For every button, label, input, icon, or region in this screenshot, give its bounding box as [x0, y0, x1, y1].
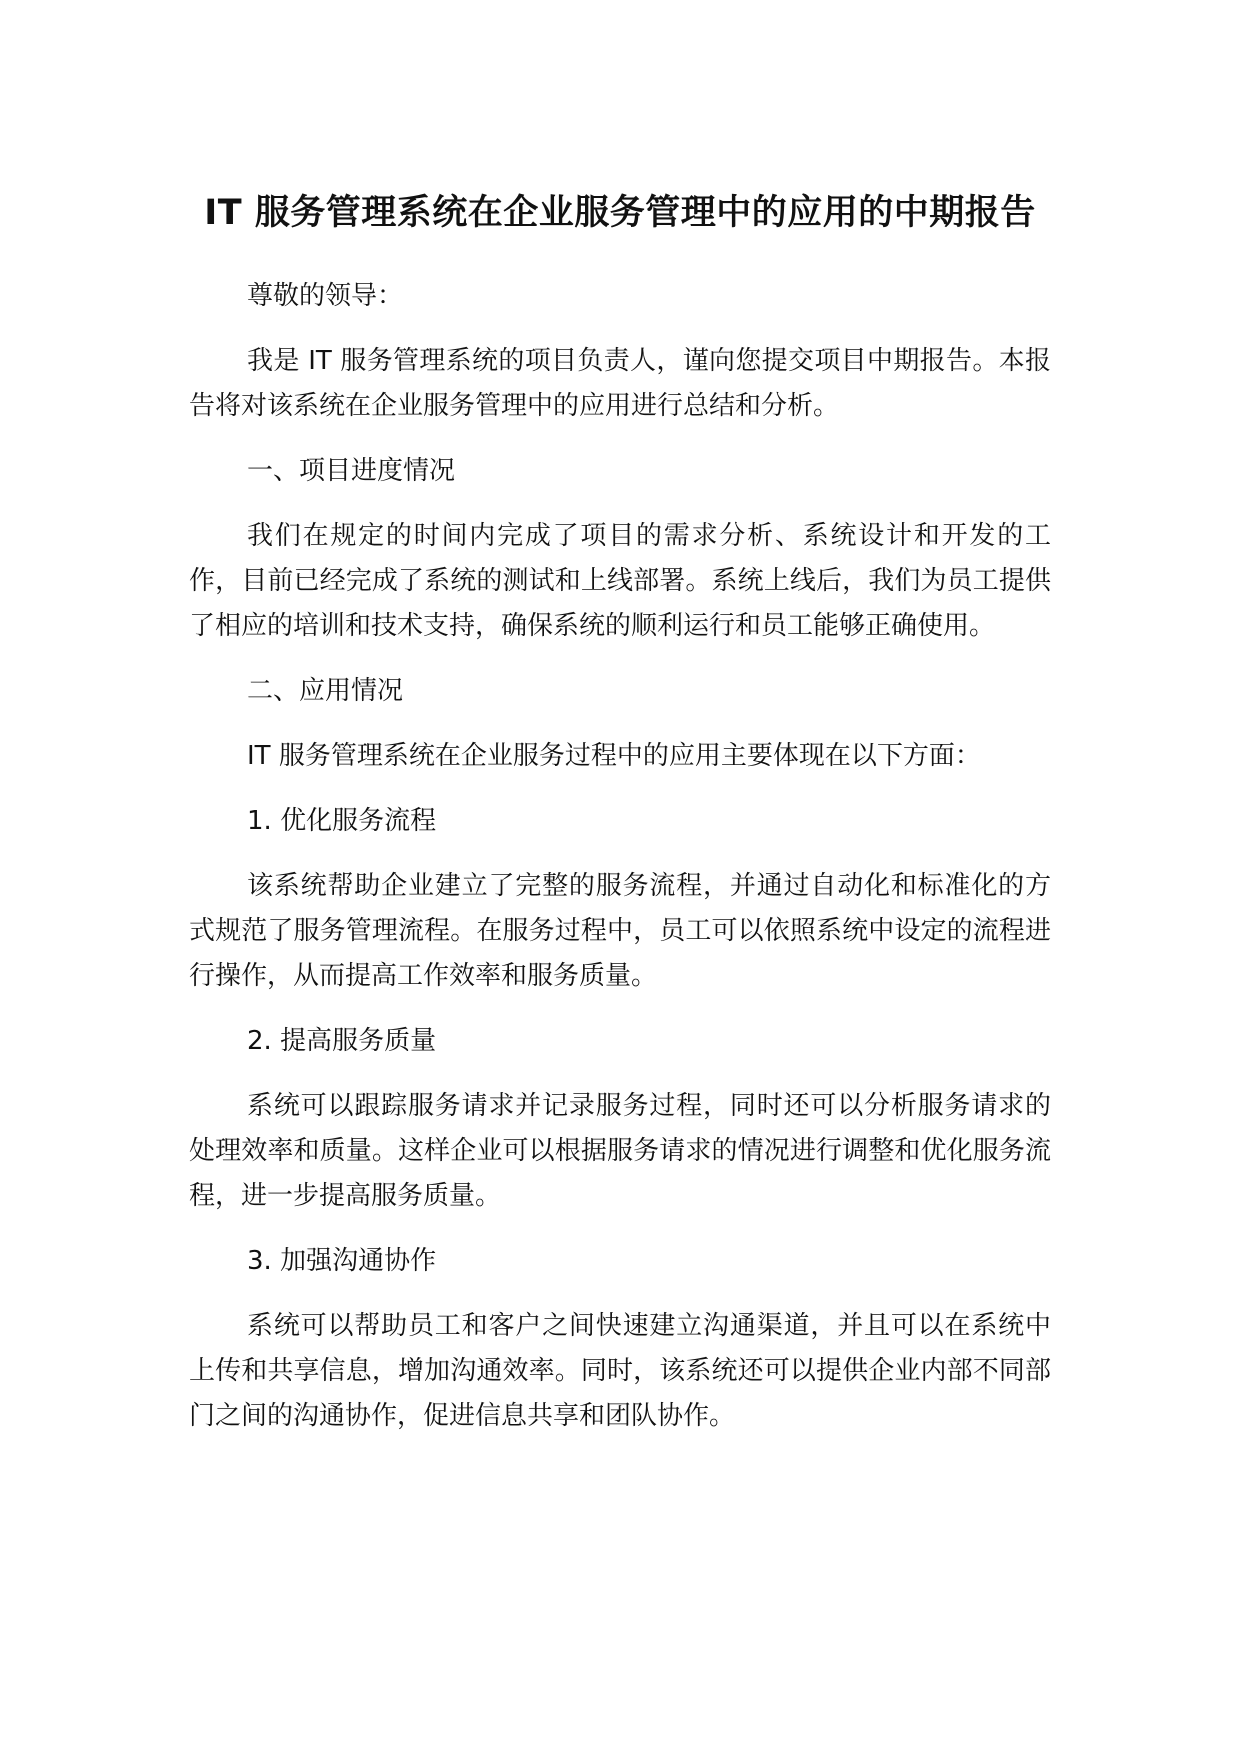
- document-body: [189, 274, 1051, 1439]
- document-page: [189, 170, 1051, 1459]
- subheading-communication: 3. 加强沟通协作: [247, 1246, 437, 1276]
- progress-paragraph: 我们在规定的时间内完成了项目的需求分析、系统设计和开发的工作，目前已经完成了系统的测试和上线部署。系统上线后，我们为员工提供了相应的培训和技术支持，确保系统的顺利运行和员工能够正确使用。: [189, 521, 1051, 641]
- optimize-process-paragraph: 该系统帮助企业建立了完整的服务流程，并通过自动化和标准化的方式规范了服务管理流程。在服务过程中，员工可以依照系统中设定的流程进行操作，从而提高工作效率和服务质量。: [189, 871, 1051, 991]
- communication-paragraph: 系统可以帮助员工和客户之间快速建立沟通渠道，并且可以在系统中上传和共享信息，增加沟通效率。同时，该系统还可以提供企业内部不同部门之间的沟通协作，促进信息共享和团队协作。: [189, 1311, 1051, 1431]
- section-heading-progress: 一、项目进度情况: [247, 456, 456, 486]
- intro-paragraph: 我是 IT 服务管理系统的项目负责人，谨向您提交项目中期报告。本报告将对该系统在企业服务管理中的应用进行总结和分析。: [189, 346, 1051, 421]
- subheading-improve-quality: 2. 提高服务质量: [247, 1026, 437, 1056]
- application-intro-paragraph: IT 服务管理系统在企业服务过程中的应用主要体现在以下方面：: [247, 741, 981, 771]
- improve-quality-paragraph: 系统可以跟踪服务请求并记录服务过程，同时还可以分析服务请求的处理效率和质量。这样企业可以根据服务请求的情况进行调整和优化服务流程，进一步提高服务质量。: [189, 1091, 1051, 1211]
- document-title: IT 服务管理系统在企业服务管理中的应用的中期报告: [204, 193, 1036, 233]
- section-heading-application: 二、应用情况: [247, 676, 404, 706]
- subheading-optimize-process: 1. 优化服务流程: [247, 806, 437, 836]
- salutation: 尊敬的领导：: [247, 281, 404, 311]
